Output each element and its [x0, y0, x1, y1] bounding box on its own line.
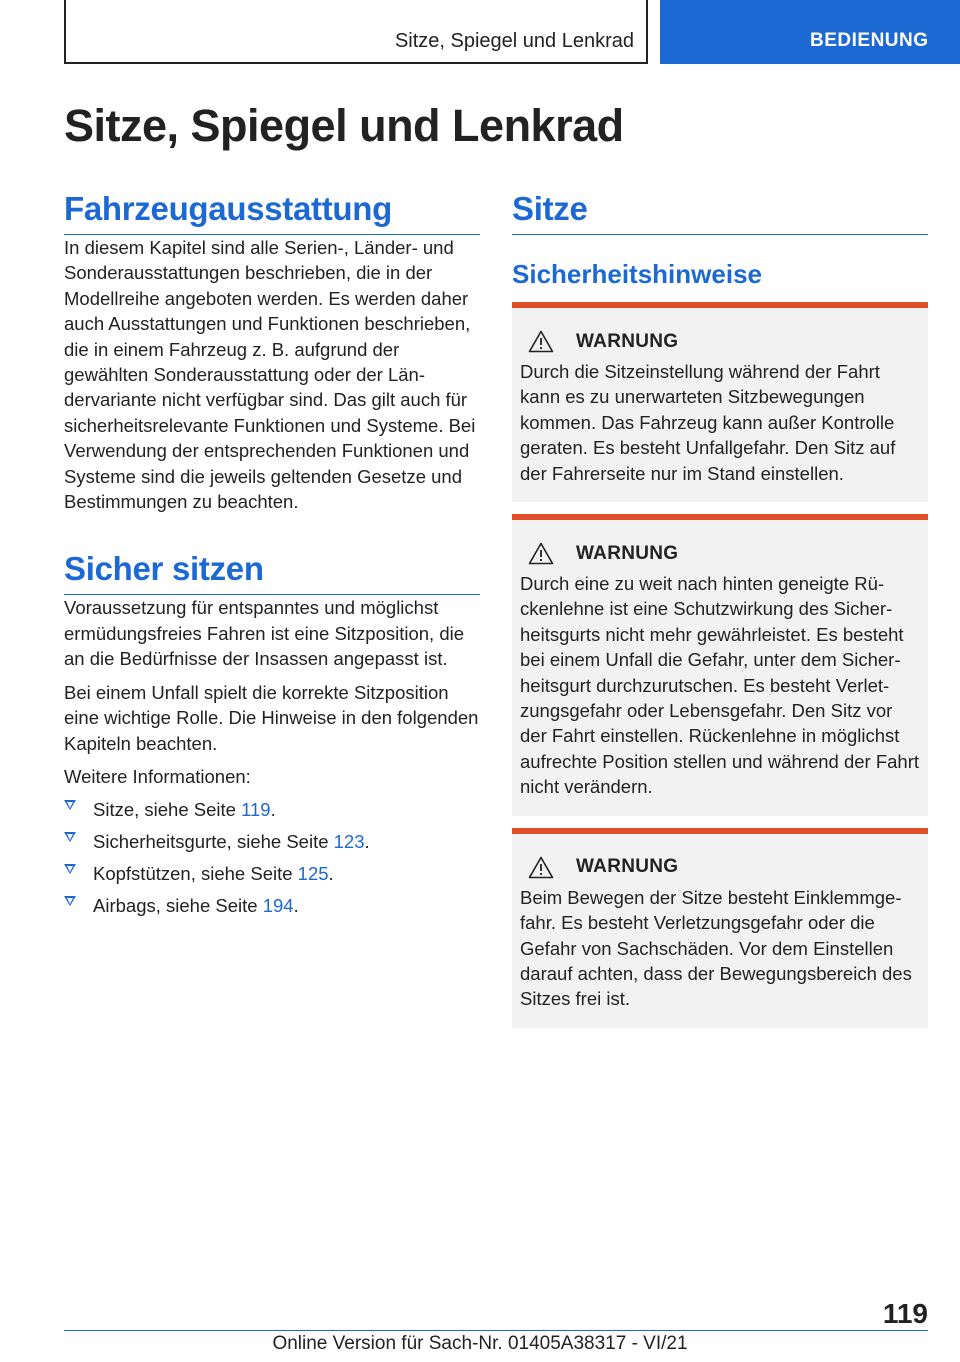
warning-triangle-icon: [528, 542, 554, 565]
warning-header: [520, 330, 920, 353]
warning-box: [512, 828, 928, 1028]
page-link-194[interactable]: 194: [262, 895, 294, 917]
reference-text: Kopfstützen, siehe Seite: [93, 863, 298, 885]
warning-box: [512, 514, 928, 816]
paragraph-weitere-info: Weitere Informationen:: [64, 765, 251, 787]
page-link-125[interactable]: 125: [297, 863, 329, 885]
warning-header: [520, 542, 920, 565]
warning-title: WARNUNG: [576, 542, 679, 564]
warning-text: Durch eine zu weit nach hinten geneigte Rückenlehne ist eine Schutzwirkung des Sicherheitsgurts nicht mehr gewährleistet. Es besteht bei einem Unfall die Gefahr, unter dem Sicherheitsgurt durchzurutschen. Es besteht Verletzungsgefahr oder Lebensgefahr. Den Sitz vor der Fahrt einstellen. Rückenlehne in möglichst aufrechte Position stellen und während der Fahrt nicht verändern.: [520, 573, 920, 798]
warning-title: WARNUNG: [576, 330, 679, 352]
triangle-bullet-icon: [64, 864, 76, 874]
header-section-label: BEDIENUNG: [810, 30, 929, 51]
reference-item: Sicherheitsgurte, siehe Seite 123.: [64, 829, 480, 854]
warning-title: WARNUNG: [576, 856, 679, 878]
subheading-sicherheitshinweise: Sicherheitshinweise: [512, 259, 762, 289]
warning-box: [512, 302, 928, 502]
section-heading-sitze: Sitze: [512, 190, 928, 235]
reference-text: Airbags, siehe Seite: [93, 895, 263, 917]
footer-divider: [64, 1330, 928, 1331]
header-section-tab: [660, 0, 960, 64]
paragraph-sitzposition: Voraussetzung für entspanntes und möglichst ermüdungsfreies Fahren ist eine Sitzposition, die an die Bedürfnisse der Insassen angepasst ist.: [64, 597, 465, 670]
paragraph-fahrzeugausstattung: In diesem Kapitel sind alle Serien-, Länder- und Sonderausstattungen beschrieben, die in der Modellreihe angeboten werden. Es werden daher auch Ausstattungen und Funktionen beschrieben, die in einem Fahrzeug z. B. aufgrund der gewählten Sonderausstattung oder der Ländervariante nicht verfügbar sind. Das gilt auch für sicherheitsrelevante Funktionen und Systeme. Bei Verwendung der entsprechenden Funktionen und Systeme sind die jeweils geltenden Gesetze und Bestimmungen zu beachten.: [64, 237, 476, 513]
page-number: 119: [882, 1298, 928, 1329]
triangle-bullet-icon: [64, 832, 76, 842]
reference-item: Sitze, siehe Seite 119.: [64, 797, 480, 822]
page-link-119[interactable]: 119: [241, 799, 271, 821]
header-chapter-box: [64, 0, 648, 64]
warning-triangle-icon: [528, 330, 554, 353]
page-link-123[interactable]: 123: [333, 831, 365, 853]
reference-item: Airbags, siehe Seite 194.: [64, 893, 480, 918]
right-column: [512, 190, 928, 1040]
warning-header: [520, 856, 920, 879]
section-heading-sicher-sitzen: Sicher sitzen: [64, 550, 480, 595]
reference-text: Sicherheitsgurte, siehe Seite: [93, 831, 334, 853]
left-column: [64, 190, 480, 925]
warning-text: Durch die Sitzeinstellung während der Fahrt kann es zu unerwarteten Sitzbewegungen kommen. Das Fahrzeug kann außer Kontrolle geraten. Es besteht Unfallgefahr. Den Sitz auf der Fahrerseite nur im Stand einstellen.: [520, 361, 896, 484]
footer-version-text: Online Version für Sach-Nr. 01405A38317 - VI/21: [272, 1333, 688, 1354]
reference-item: Kopfstützen, siehe Seite 125.: [64, 861, 480, 886]
reference-list: [64, 797, 480, 918]
reference-text: Sitze, siehe Seite: [93, 799, 242, 821]
warning-triangle-icon: [528, 856, 554, 879]
paragraph-unfall: Bei einem Unfall spielt die korrekte Sitzposition eine wichtige Rolle. Die Hinweise in den folgenden Kapiteln beachten.: [64, 681, 479, 754]
triangle-bullet-icon: [64, 896, 76, 906]
header-chapter-title: Sitze, Spiegel und Lenkrad: [394, 30, 634, 52]
triangle-bullet-icon: [64, 800, 76, 810]
warning-text: Beim Bewegen der Sitze besteht Einklemmgefahr. Es besteht Verletzungsgefahr oder die Gefahr von Sachschäden. Vor dem Einstellen darauf achten, dass der Bewegungsbereich des Sitzes frei ist.: [520, 886, 912, 1010]
section-heading-fahrzeugausstattung: Fahrzeugausstattung: [64, 190, 480, 235]
page-title: Sitze, Spiegel und Lenkrad: [64, 100, 624, 151]
